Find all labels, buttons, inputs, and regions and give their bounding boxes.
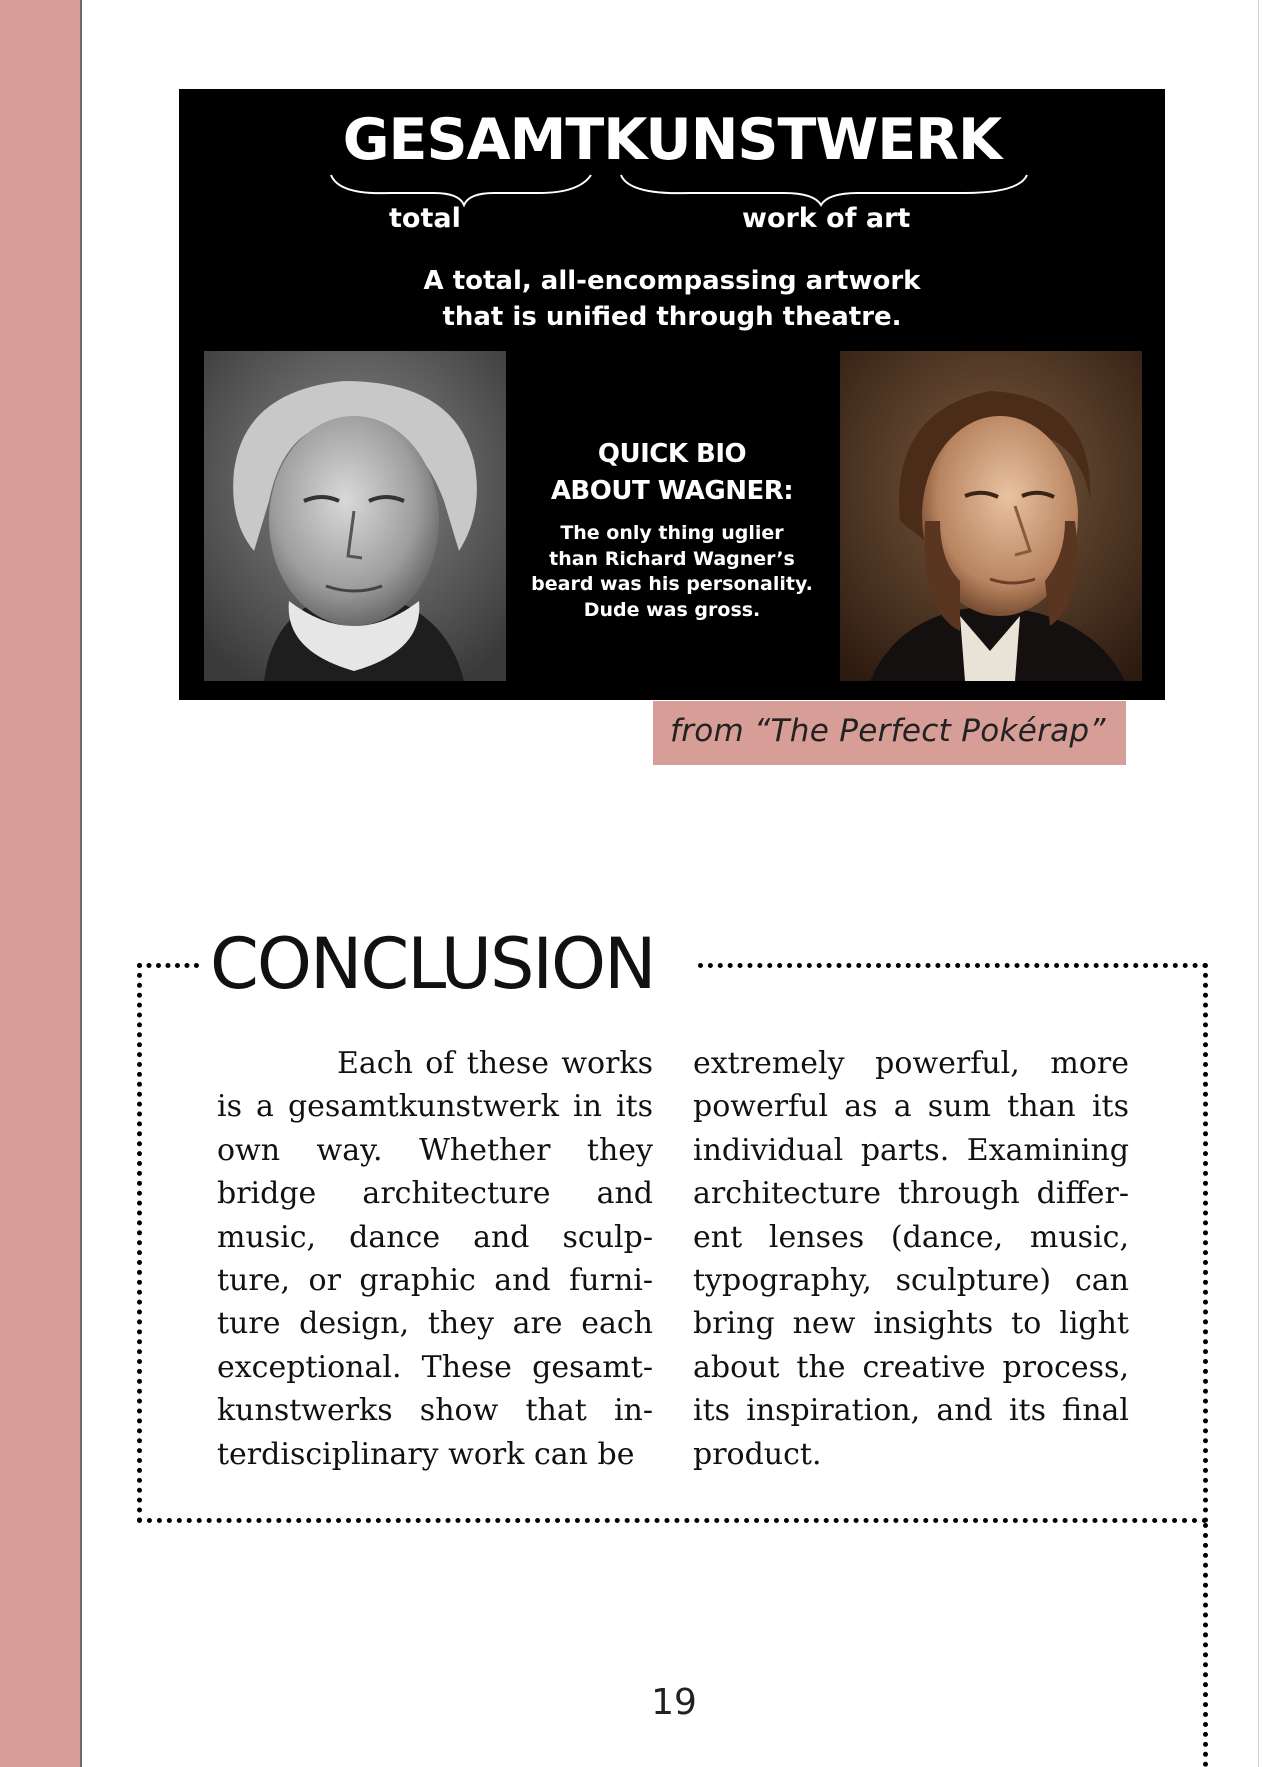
- bio-text-line: Dude was gross.: [583, 598, 761, 621]
- word-total: total: [389, 203, 461, 234]
- image-caption: [653, 701, 1126, 765]
- conclusion-heading: CONCLUSION: [210, 923, 655, 1005]
- definition-line: that is unified through theatre.: [442, 302, 902, 332]
- bio-heading-line: QUICK BIO: [597, 439, 747, 469]
- bio-text: [504, 521, 840, 623]
- bio-text-line: The only thing uglier: [560, 522, 784, 544]
- page-number: 19: [651, 1682, 697, 1723]
- graphic-title: GESAMTKUNSTWERK: [342, 107, 1002, 173]
- side-accent-bar: [0, 0, 82, 1767]
- box-top-border-right: [698, 963, 1208, 968]
- bio-heading: [504, 436, 840, 510]
- box-top-border-left: [137, 963, 199, 968]
- page-edge-rule: [1258, 0, 1259, 1767]
- wagner-painted-portrait: [840, 351, 1142, 681]
- bio-text-line: beard was his personality.: [531, 573, 813, 595]
- definition-text: [179, 263, 1165, 335]
- word-work-of-art: work of art: [742, 203, 911, 234]
- bio-heading-line: ABOUT WAGNER:: [550, 476, 794, 506]
- conclusion-column-2: extremely powerful, more powerful as a sum than its individual parts. Examining architecture through differ- ent lenses (dance, music, typography, sculpture) can bring new insights to light about the creative process, its inspiration, and its final product.: [693, 1046, 1129, 1472]
- bio-text-line: than Richard Wagner’s: [549, 547, 795, 570]
- caption-text: from “The Perfect Pokérap”: [670, 713, 1106, 749]
- definition-line: A total, all-encompassing artwork: [423, 266, 921, 296]
- gesamtkunstwerk-graphic: [179, 89, 1165, 700]
- conclusion-column-1: Each of these works is a gesamtkunstwerk in its own way. Whether they bridge architecture and music, dance and sculp- ture, or graphic and furni- ture design, they are each exceptional. These gesamt- kunstwerks show that in- terdisciplinary work can be: [217, 1046, 653, 1472]
- dotted-rule-extension: [1203, 1523, 1208, 1767]
- wagner-photo-portrait: [204, 351, 506, 681]
